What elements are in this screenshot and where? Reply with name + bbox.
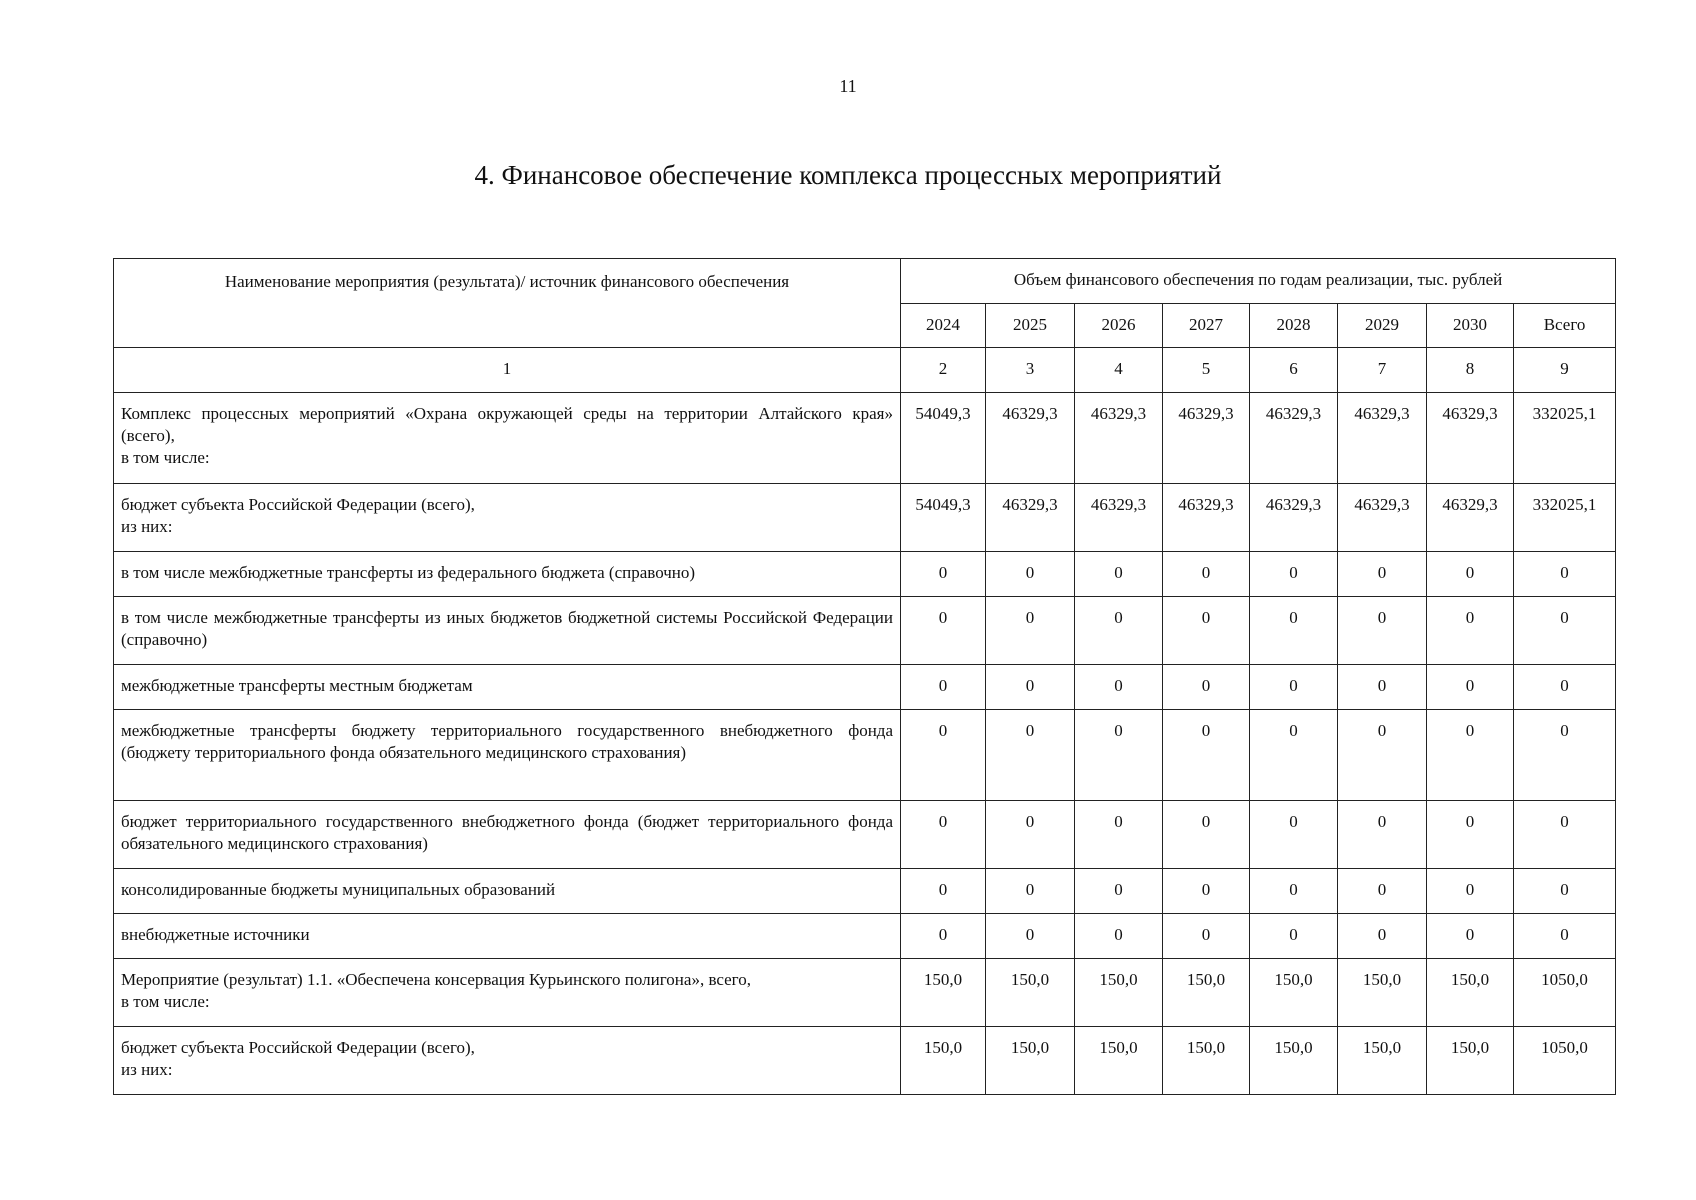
row-year-value: 0 [1163, 710, 1250, 801]
row-year-value: 150,0 [1163, 959, 1250, 1027]
row-year-value: 0 [901, 665, 986, 710]
row-year-value: 0 [1250, 552, 1338, 597]
row-year-value: 0 [1075, 710, 1163, 801]
column-number-row [114, 348, 1616, 393]
row-year-value: 0 [901, 914, 986, 959]
table-row [114, 665, 1616, 710]
column-number: 9 [1514, 348, 1616, 393]
row-total-value: 0 [1514, 597, 1616, 665]
table-row [114, 801, 1616, 869]
row-year-value: 0 [1427, 869, 1514, 914]
row-total-value: 332025,1 [1514, 393, 1616, 484]
row-year-value: 46329,3 [1163, 393, 1250, 484]
row-year-value: 0 [1427, 801, 1514, 869]
header-name-column: Наименование мероприятия (результата)/ источник финансового обеспечения [114, 259, 901, 348]
row-name: межбюджетные трансферты местным бюджетам [114, 665, 901, 710]
row-year-value: 0 [1250, 801, 1338, 869]
row-year-value: 0 [1163, 597, 1250, 665]
row-year-value: 0 [1250, 869, 1338, 914]
column-number: 7 [1338, 348, 1427, 393]
row-year-value: 150,0 [1427, 1027, 1514, 1095]
header-row [114, 259, 1616, 304]
row-name: бюджет территориального государственного внебюджетного фонда (бюджет территориального фонда обязательного медицинского страхования) [114, 801, 901, 869]
column-number: 1 [114, 348, 901, 393]
row-total-value: 1050,0 [1514, 959, 1616, 1027]
row-year-value: 0 [1163, 801, 1250, 869]
row-year-value: 46329,3 [1427, 393, 1514, 484]
row-year-value: 0 [1427, 552, 1514, 597]
table-row [114, 484, 1616, 552]
row-total-value: 1050,0 [1514, 1027, 1616, 1095]
column-number: 3 [986, 348, 1075, 393]
header-total: Всего [1514, 304, 1616, 348]
column-number: 2 [901, 348, 986, 393]
header-year: 2024 [901, 304, 986, 348]
row-name: в том числе межбюджетные трансферты из федерального бюджета (справочно) [114, 552, 901, 597]
section-title: 4. Финансовое обеспечение комплекса процессных мероприятий [474, 160, 1222, 190]
row-year-value: 0 [1075, 801, 1163, 869]
row-year-value: 0 [986, 914, 1075, 959]
row-year-value: 46329,3 [986, 393, 1075, 484]
row-year-value: 150,0 [986, 959, 1075, 1027]
row-year-value: 0 [1250, 710, 1338, 801]
table-row [114, 710, 1616, 801]
row-year-value: 0 [986, 869, 1075, 914]
header-volume-column: Объем финансового обеспечения по годам реализации, тыс. рублей [901, 259, 1616, 304]
row-year-value: 0 [1075, 552, 1163, 597]
header-year: 2027 [1163, 304, 1250, 348]
header-year: 2026 [1075, 304, 1163, 348]
row-year-value: 0 [1075, 869, 1163, 914]
row-year-value: 46329,3 [1250, 393, 1338, 484]
row-name: Комплекс процессных мероприятий «Охрана окружающей среды на территории Алтайского края» (всего), в том числе: [114, 393, 901, 484]
table-row [114, 393, 1616, 484]
row-year-value: 0 [1075, 597, 1163, 665]
row-year-value: 46329,3 [1427, 484, 1514, 552]
row-total-value: 332025,1 [1514, 484, 1616, 552]
row-year-value: 0 [1338, 914, 1427, 959]
header-year: 2030 [1427, 304, 1514, 348]
column-number: 5 [1163, 348, 1250, 393]
row-year-value: 150,0 [1427, 959, 1514, 1027]
row-year-value: 0 [986, 801, 1075, 869]
row-year-value: 0 [1163, 869, 1250, 914]
row-year-value: 0 [1338, 801, 1427, 869]
row-year-value: 0 [1163, 665, 1250, 710]
row-year-value: 0 [1427, 597, 1514, 665]
row-year-value: 150,0 [1075, 959, 1163, 1027]
row-year-value: 0 [1338, 869, 1427, 914]
row-year-value: 0 [901, 869, 986, 914]
row-name: внебюджетные источники [114, 914, 901, 959]
row-year-value: 150,0 [1338, 1027, 1427, 1095]
row-year-value: 0 [1250, 597, 1338, 665]
table-row [114, 1027, 1616, 1095]
row-year-value: 150,0 [986, 1027, 1075, 1095]
row-name: бюджет субъекта Российской Федерации (всего), из них: [114, 1027, 901, 1095]
table-row [114, 597, 1616, 665]
row-year-value: 0 [1250, 665, 1338, 710]
column-number: 6 [1250, 348, 1338, 393]
row-year-value: 150,0 [1075, 1027, 1163, 1095]
row-year-value: 0 [1338, 665, 1427, 710]
row-year-value: 150,0 [1338, 959, 1427, 1027]
row-year-value: 0 [901, 710, 986, 801]
row-year-value: 0 [1427, 914, 1514, 959]
table-body [114, 393, 1616, 1095]
row-year-value: 0 [1075, 914, 1163, 959]
row-year-value: 46329,3 [1250, 484, 1338, 552]
row-year-value: 46329,3 [1075, 484, 1163, 552]
row-year-value: 0 [1250, 914, 1338, 959]
header-year: 2029 [1338, 304, 1427, 348]
row-year-value: 0 [901, 597, 986, 665]
page-number: 11 [839, 76, 857, 96]
row-total-value: 0 [1514, 665, 1616, 710]
row-year-value: 150,0 [1250, 1027, 1338, 1095]
row-year-value: 150,0 [1250, 959, 1338, 1027]
row-year-value: 0 [1163, 914, 1250, 959]
row-total-value: 0 [1514, 914, 1616, 959]
header-year: 2025 [986, 304, 1075, 348]
row-total-value: 0 [1514, 801, 1616, 869]
row-year-value: 0 [986, 710, 1075, 801]
row-year-value: 150,0 [901, 959, 986, 1027]
row-total-value: 0 [1514, 552, 1616, 597]
row-name: в том числе межбюджетные трансферты из иных бюджетов бюджетной системы Российской Федерации (справочно) [114, 597, 901, 665]
row-year-value: 46329,3 [1338, 393, 1427, 484]
row-year-value: 54049,3 [901, 393, 986, 484]
row-total-value: 0 [1514, 710, 1616, 801]
row-name: консолидированные бюджеты муниципальных образований [114, 869, 901, 914]
row-name: Мероприятие (результат) 1.1. «Обеспечена консервация Курьинского полигона», всего, в том числе: [114, 959, 901, 1027]
table-row [114, 552, 1616, 597]
row-year-value: 0 [1163, 552, 1250, 597]
table-row [114, 914, 1616, 959]
row-year-value: 0 [1338, 552, 1427, 597]
table-row [114, 869, 1616, 914]
row-year-value: 0 [1338, 710, 1427, 801]
row-year-value: 46329,3 [1338, 484, 1427, 552]
column-number: 8 [1427, 348, 1514, 393]
row-year-value: 46329,3 [1075, 393, 1163, 484]
row-year-value: 54049,3 [901, 484, 986, 552]
row-year-value: 150,0 [1163, 1027, 1250, 1095]
row-year-value: 0 [1427, 710, 1514, 801]
row-year-value: 0 [1338, 597, 1427, 665]
row-year-value: 0 [986, 597, 1075, 665]
row-year-value: 46329,3 [986, 484, 1075, 552]
row-year-value: 150,0 [901, 1027, 986, 1095]
row-year-value: 0 [986, 552, 1075, 597]
row-name: бюджет субъекта Российской Федерации (всего), из них: [114, 484, 901, 552]
table-row [114, 959, 1616, 1027]
row-year-value: 0 [901, 552, 986, 597]
row-total-value: 0 [1514, 869, 1616, 914]
row-year-value: 0 [1075, 665, 1163, 710]
financing-table [113, 258, 1616, 1095]
column-number: 4 [1075, 348, 1163, 393]
row-year-value: 0 [1427, 665, 1514, 710]
row-name: межбюджетные трансферты бюджету территориального государственного внебюджетного фонда (бюджету территориального фонда обязательного медицинского страхования) [114, 710, 901, 801]
row-year-value: 46329,3 [1163, 484, 1250, 552]
header-year: 2028 [1250, 304, 1338, 348]
row-year-value: 0 [901, 801, 986, 869]
row-year-value: 0 [986, 665, 1075, 710]
